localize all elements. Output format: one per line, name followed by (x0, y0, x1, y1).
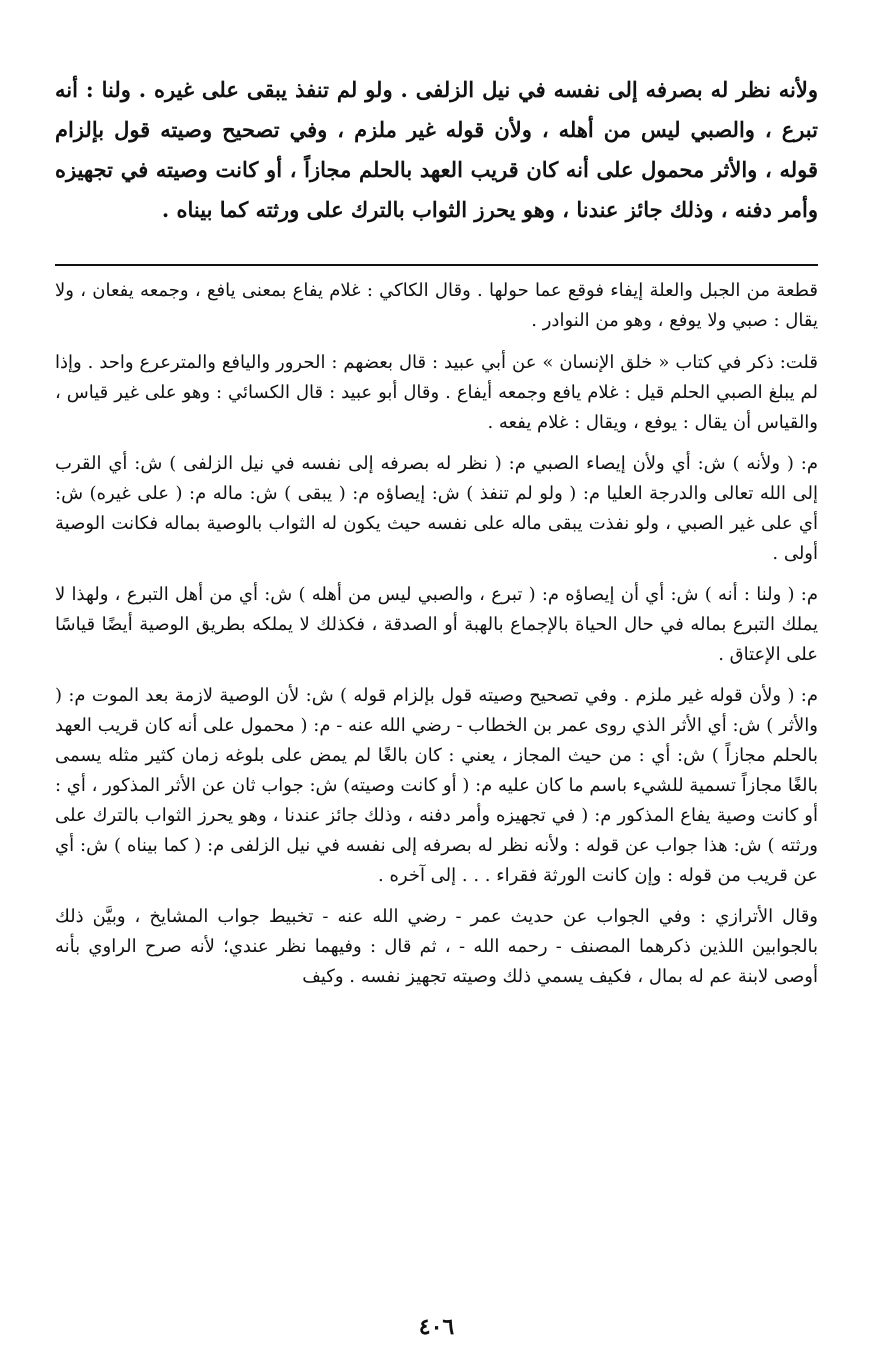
commentary-block (55, 276, 818, 992)
commentary-paragraph-4: م: ( ولنا : أنه ) ش: أي أن إيصاؤه م: ( تبرع ، والصبي ليس من أهله ) ش: أي من أهل التبرع ، ولهذا لا يملك التبرع بماله في حال الحياة بالإجماع بالهبة أو الصدقة ، فكذلك لا يملكه بطريق الوصية أيضًا قياسًا على الإعتاق . (55, 584, 818, 665)
commentary-paragraph-5: م: ( ولأن قوله غير ملزم . وفي تصحيح وصيته قول بإلزام قوله ) ش: لأن الوصية لازمة بعد الموت م: ( والأثر ) ش: أي الأثر الذي روى عمر بن الخطاب - رضي الله عنه - م: ( محمول على أنه كان قريب العهد بالحلم مجازاً ) ش: أي : من حيث المجاز ، يعني : كان بالغًا لم يمض على بلوغه زمان كثير مثله يسمى بالغًا مجازاً تسمية للشيء باسم ما كان عليه م: ( أو كانت وصيته) ش: جواب ثان عن الأثر المذكور ، أي : أو كانت وصية يفاع المذكور م: ( في تجهيزه وأمر دفنه ، وذلك جائز عندنا ، وهو يحرز الثواب بالترك على ورثته ) ش: هذا جواب عن قوله : ولأنه نظر له بصرفه إلى نفسه في نيل الزلفى م: ( كما بيناه ) ش: أي عن قريب من قوله : وإن كانت الورثة فقراء . . . إلى آخره . (55, 685, 818, 886)
commentary-paragraph-2: قلت: ذكر في كتاب « خلق الإنسان » عن أبي عبيد : قال بعضهم : الحرور واليافع والمترعرع واحد . وإذا لم يبلغ الصبي الحلم قيل : غلام يافع وجمعه أيفاع . وقال أبو عبيد : قال الكسائي : وهو على غير قياس ، والقياس أن يقال : يوفع ، ويقال : غلام يفعه . (55, 352, 818, 433)
main-text-block (55, 70, 818, 230)
commentary-paragraph-1: قطعة من الجبل والعلة إيفاء فوقع عما حولها . وقال الكاكي : غلام يفاع بمعنى يافع ، وجمعه يفعان ، ولا يقال : صبي ولا يوفع ، وهو من النوادر . (55, 280, 818, 331)
commentary-paragraph-3: م: ( ولأنه ) ش: أي ولأن إيصاء الصبي م: ( نظر له بصرفه إلى نفسه في نيل الزلفى ) ش: أي القرب إلى الله تعالى والدرجة العليا م: ( ولو لم تنفذ ) ش: إيصاؤه م: ( يبقى ) ش: ماله م: ( على غيره) ش: أي على غير الصبي ، ولو نفذت يبقى ماله على نفسه حيث يكون له الثواب بالوصية بماله فكانت الوصية أولى . (55, 453, 818, 564)
page-number: ٤٠٦ (418, 1314, 455, 1340)
commentary-paragraph-6: وقال الأترازي : وفي الجواب عن حديث عمر - رضي الله عنه - تخبيط جواب المشايخ ، وبيَّن ذلك بالجوابين اللذين ذكرهما المصنف - رحمه الله - ، ثم قال : وفيهما نظر عندي؛ لأنه صرح الراوي بأنه أوصى لابنة عم له بمال ، فكيف يسمي ذلك وصيته تجهيز نفسه . وكيف (55, 906, 818, 987)
main-text-paragraph: ولأنه نظر له بصرفه إلى نفسه في نيل الزلفى . ولو لم تنفذ يبقى على غيره . ولنا : أنه تبرع ، والصبي ليس من أهله ، ولأن قوله غير ملزم ، وفي تصحيح وصيته قول بإلزام قوله ، والأثر محمول على أنه كان قريب العهد بالحلم مجازاً ، أو كانت وصيته في تجهيزه وأمر دفنه ، وذلك جائز عندنا ، وهو يحرز الثواب بالترك على ورثته كما بيناه . (55, 77, 818, 222)
footnote-divider (55, 264, 818, 266)
